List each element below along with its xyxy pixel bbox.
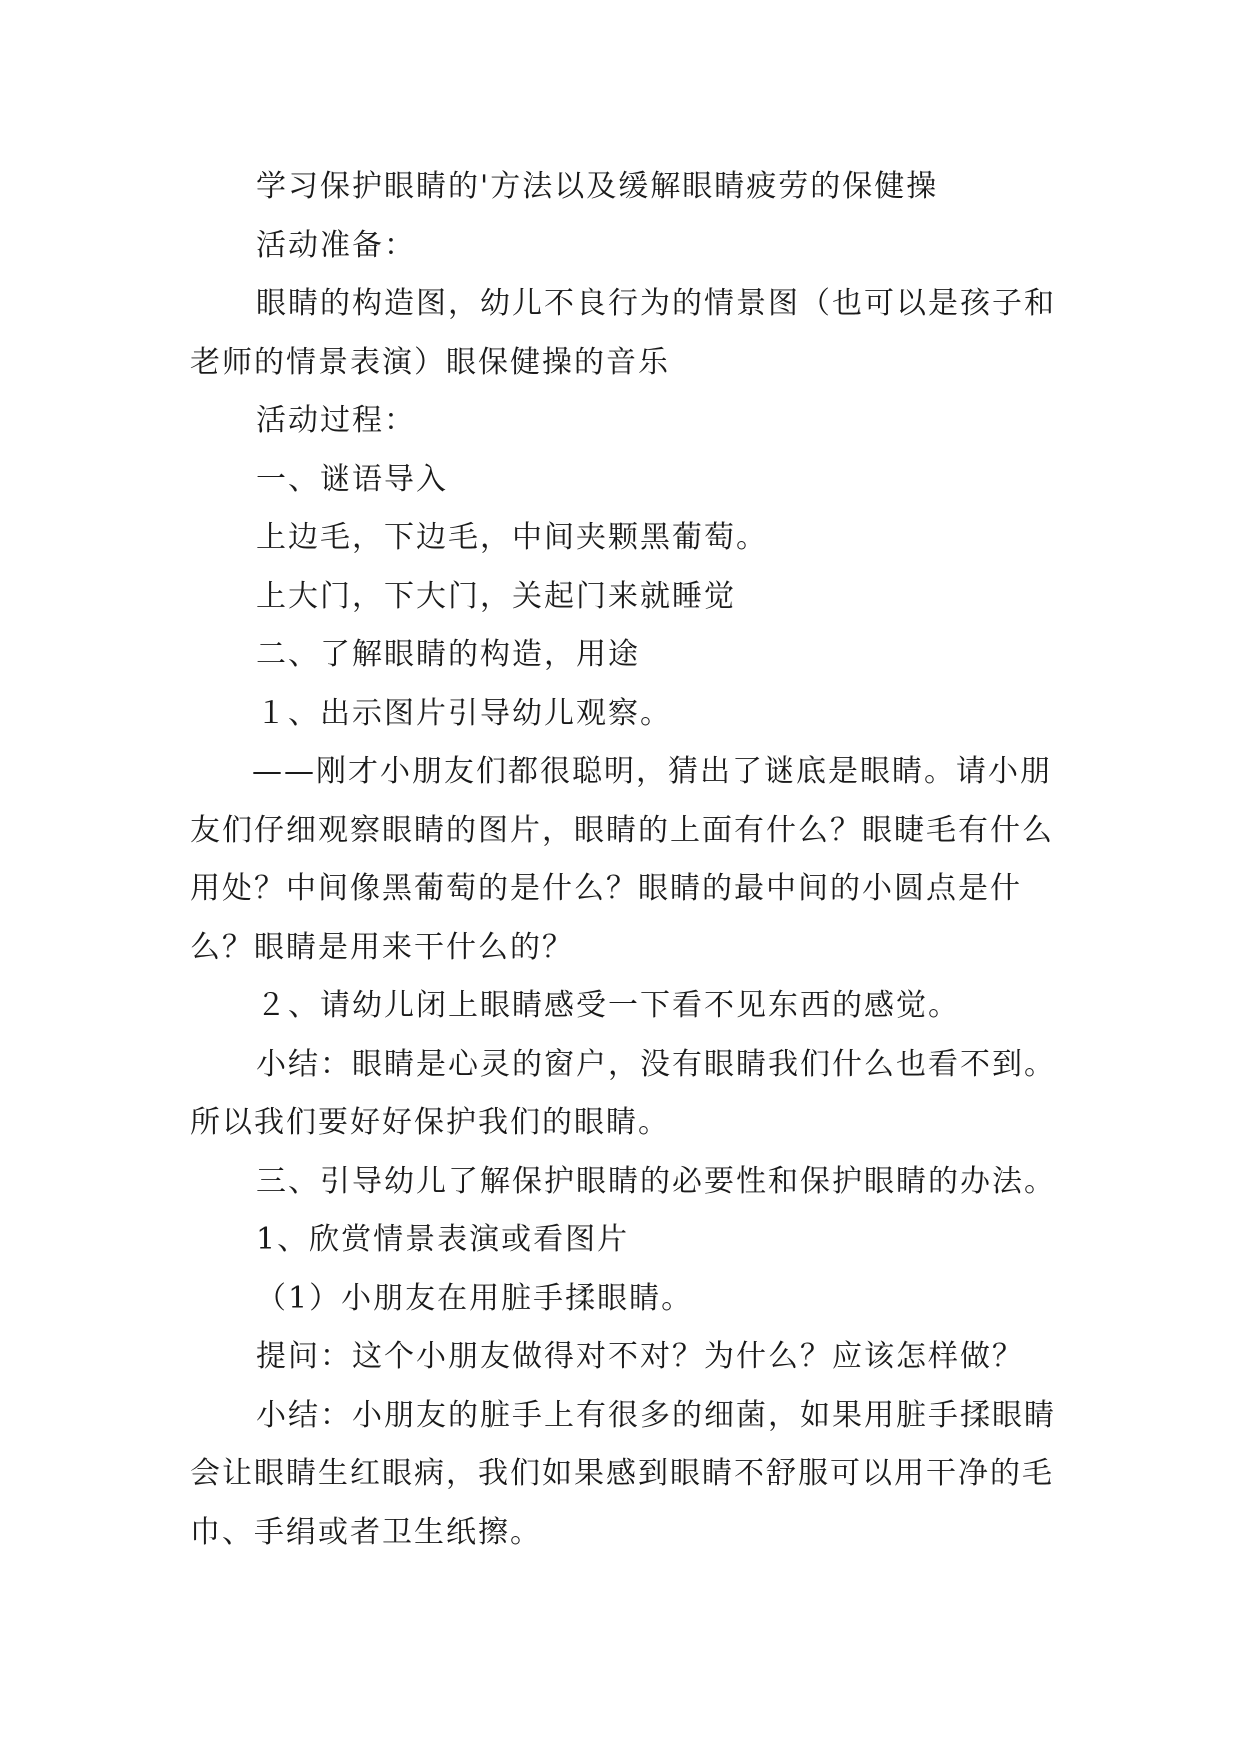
step-3-1: 1、欣赏情景表演或看图片: [256, 1222, 630, 1257]
summary-2: 小结：小朋友的脏手上有很多的细菌，如果用脏手揉眼睛会让眼睛生红眼病，我们如果感到眼睛不舒服可以用干净的毛巾、手绢或者卫生纸擦。: [190, 1397, 1056, 1550]
riddle-line-1: 上边毛，下边毛，中间夹颗黑葡萄。: [256, 520, 768, 555]
summary-1: 小结：眼睛是心灵的窗户，没有眼睛我们什么也看不到。所以我们要好好保护我们的眼睛。: [190, 1046, 1056, 1140]
prep-heading: 活动准备：: [256, 227, 416, 263]
section-2-heading: 二、了解眼睛的构造，用途: [256, 637, 640, 672]
riddle-line-2: 上大门，下大门，关起门来就睡觉: [256, 578, 736, 614]
section-3-heading: 三、引导幼儿了解保护眼睛的必要性和保护眼睛的办法。: [256, 1163, 1056, 1199]
step-2-1-detail: ——刚才小朋友们都很聪明，猜出了谜底是眼睛。请小朋友们仔细观察眼睛的图片，眼睛的上面有什么？眼睫毛有什么用处？中间像黑葡萄的是什么？眼睛的最中间的小圆点是什么？眼睛是用来干什么的？: [190, 754, 1054, 965]
document-body: [190, 158, 1070, 1562]
step-3-1-1: （1）小朋友在用脏手揉眼睛。: [256, 1280, 694, 1316]
step-2-2: ２、请幼儿闭上眼睛感受一下看不见东西的感觉。: [256, 988, 960, 1023]
goal-line: 学习保护眼睛的'方法以及缓解眼睛疲劳的保健操: [256, 169, 939, 204]
question-1: 提问：这个小朋友做得对不对？为什么？应该怎样做？: [256, 1339, 1024, 1374]
prep-content: 眼睛的构造图，幼儿不良行为的情景图（也可以是孩子和老师的情景表演）眼保健操的音乐: [190, 286, 1056, 380]
section-1-heading: 一、谜语导入: [256, 461, 448, 497]
process-heading: 活动过程：: [256, 403, 416, 438]
step-2-1: １、出示图片引导幼儿观察。: [256, 695, 672, 731]
